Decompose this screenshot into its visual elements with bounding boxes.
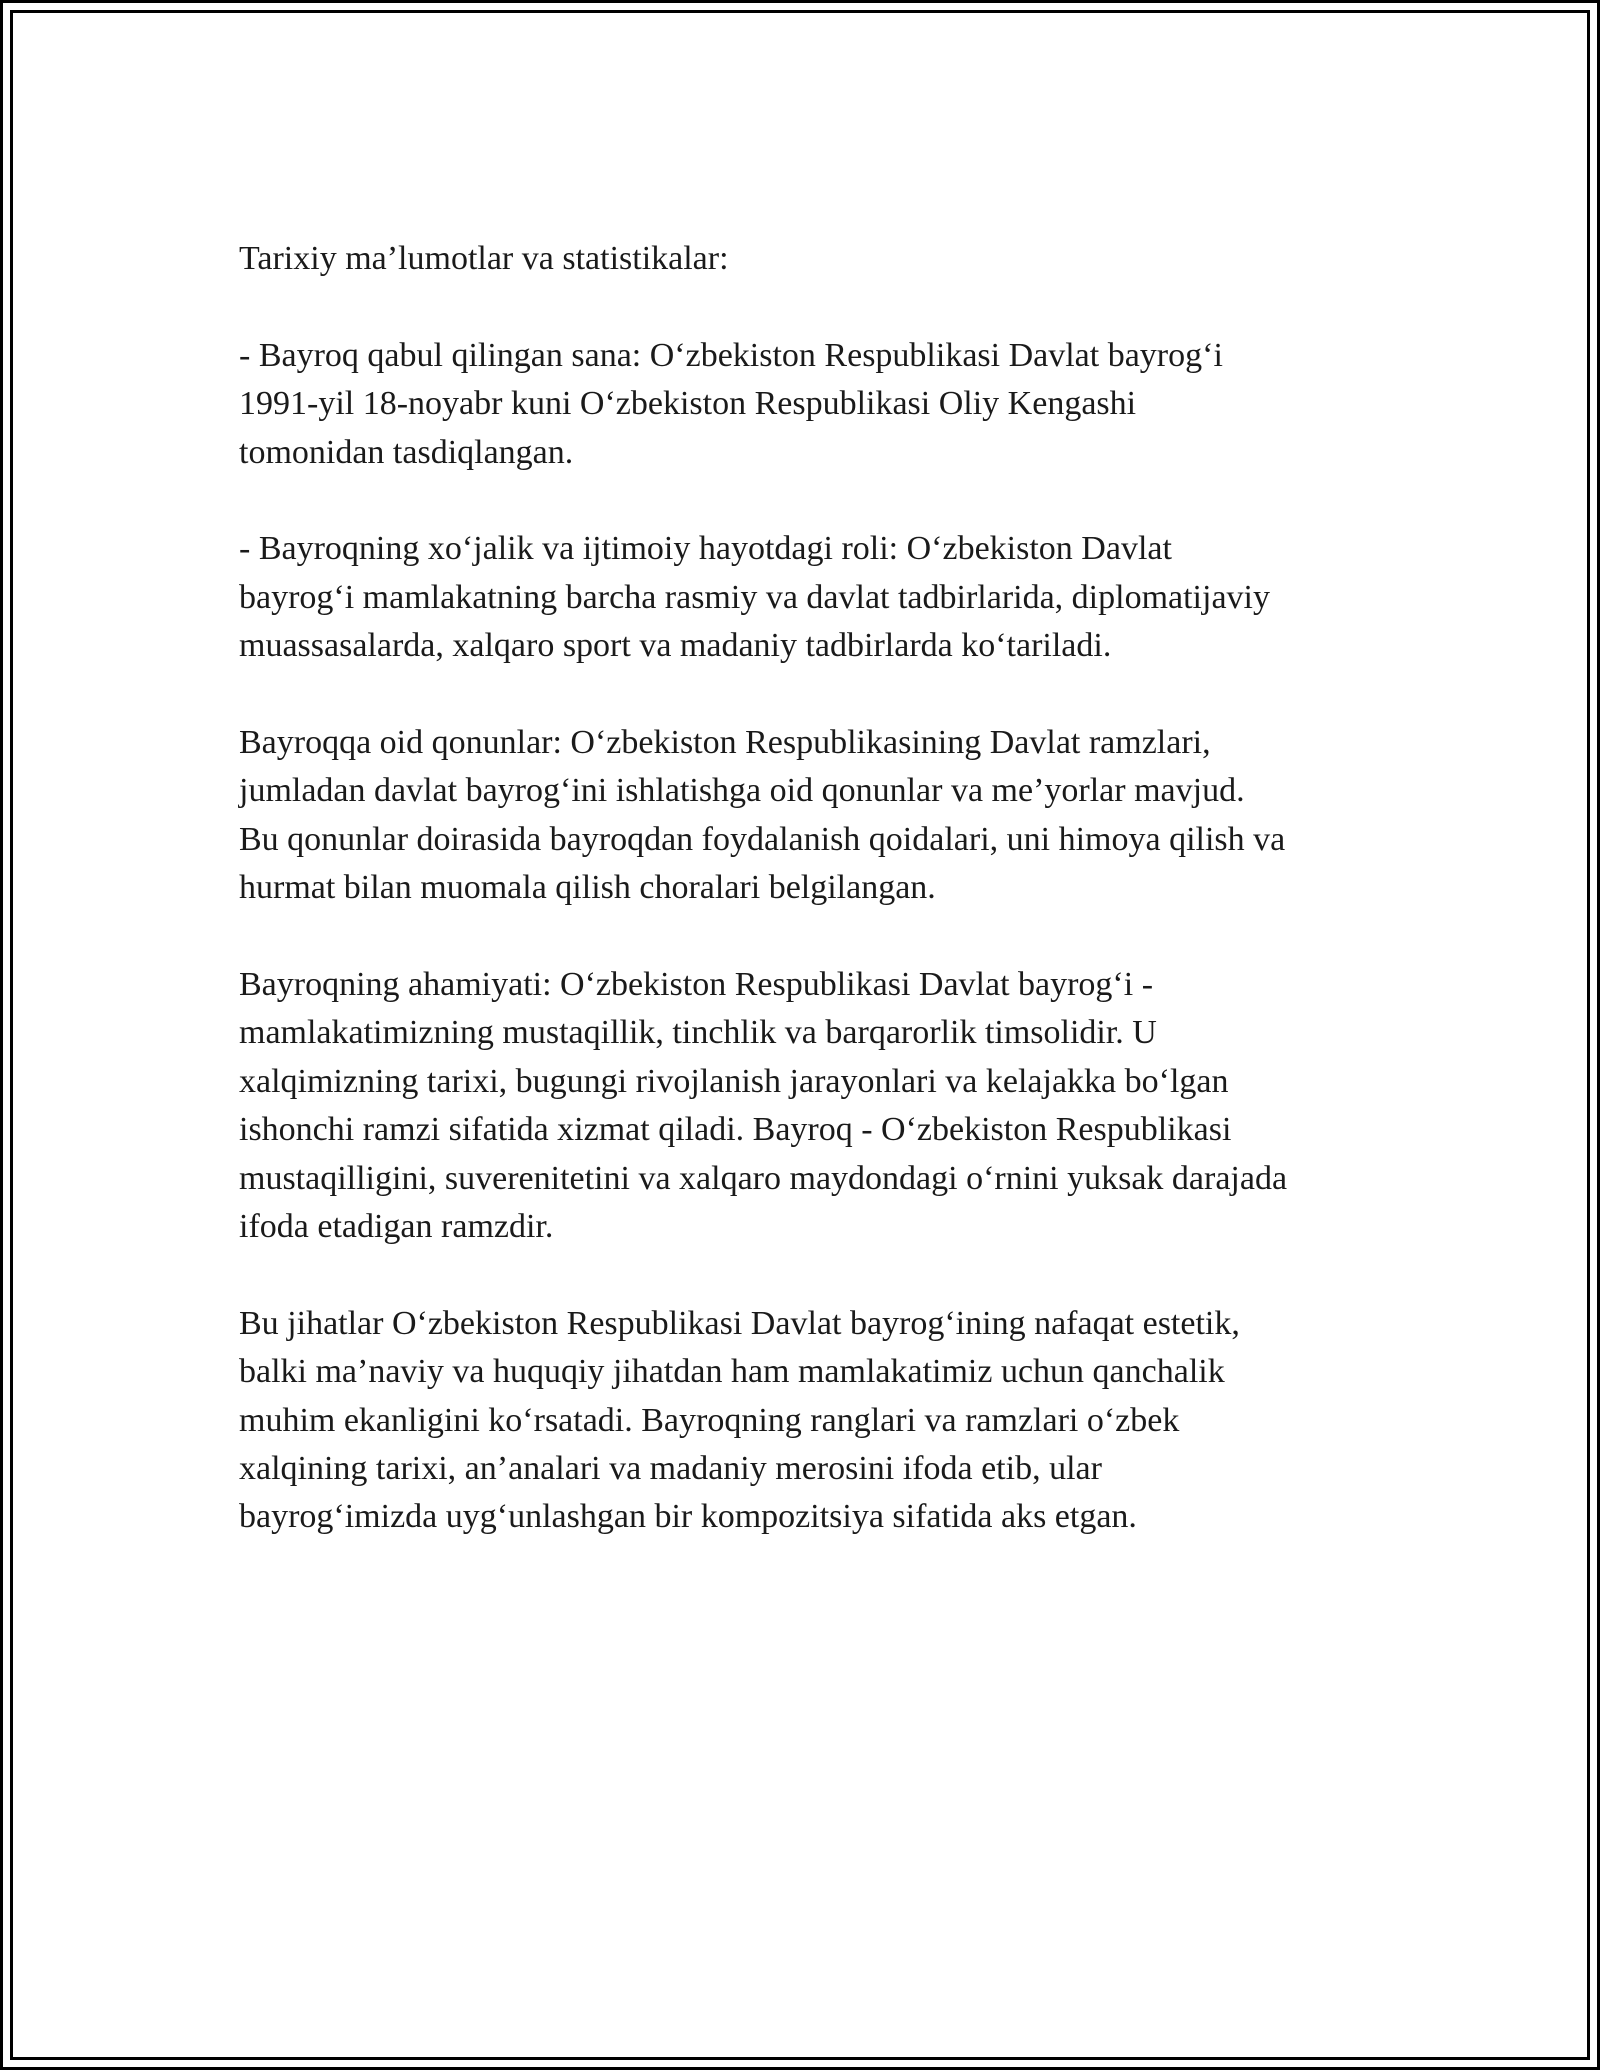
text-line: muhim ekanligini ko‘rsatadi. Bayroqning ranglari va ramzlari o‘zbek xyxy=(239,1401,1180,1439)
text-line: 1991-yil 18-noyabr kuni O‘zbekiston Respublikasi Oliy Kengashi xyxy=(239,385,1137,423)
text-line: Tarixiy ma’lumotlar va statistikalar: xyxy=(239,240,729,277)
text-line: xalqining tarixi, an’analari va madaniy merosini ifoda etib, ular xyxy=(239,1450,1102,1488)
text-line: tomonidan tasdiqlangan. xyxy=(239,433,574,471)
text-line: xalqimizning tarixi, bugungi rivojlanish jarayonlari va kelajakka bo‘lgan xyxy=(239,1062,1229,1100)
text-line: ifoda etadigan ramzdir. xyxy=(239,1208,554,1246)
text-line: - Bayroq qabul qilingan sana: O‘zbekiston Respublikasi Davlat bayrog‘i xyxy=(239,336,1223,374)
text-line: Bayroqning ahamiyati: O‘zbekiston Respublikasi Davlat bayrog‘i - xyxy=(239,966,1154,1004)
text-line: - Bayroqning xo‘jalik va ijtimoiy hayotdagi roli: O‘zbekiston Davlat xyxy=(239,530,1172,568)
text-line: muassasalarda, xalqaro sport va madaniy tadbirlarda ko‘tariladi. xyxy=(239,627,1112,665)
text-line: jumladan davlat bayrog‘ini ishlatishga oid qonunlar va me’yorlar mavjud. xyxy=(239,772,1245,810)
text-line: hurmat bilan muomala qilish choralari belgilangan. xyxy=(239,869,936,907)
paragraph-social-role xyxy=(239,525,1389,670)
paragraph-adoption-date xyxy=(239,332,1389,477)
paragraph-significance xyxy=(239,961,1389,1251)
paragraph-conclusion xyxy=(239,1300,1389,1542)
text-line: bayrog‘i mamlakatning barcha rasmiy va davlat tadbirlarida, diplomatijaviy xyxy=(239,578,1270,616)
text-line: Bu qonunlar doirasida bayroqdan foydalanish qoidalari, uni himoya qilish va xyxy=(239,820,1286,858)
text-line: balki ma’naviy va huquqiy jihatdan ham mamlakatimiz uchun qanchalik xyxy=(239,1353,1225,1391)
text-line: Bu jihatlar O‘zbekiston Respublikasi Davlat bayrog‘ining nafaqat estetik, xyxy=(239,1304,1240,1342)
text-line: bayrog‘imizda uyg‘unlashgan bir kompozitsiya sifatida aks etgan. xyxy=(239,1498,1137,1536)
text-line: mamlakatimizning mustaqillik, tinchlik va barqarorlik timsolidir. U xyxy=(239,1014,1157,1052)
document-body xyxy=(239,235,1389,1590)
paragraph-heading xyxy=(239,235,1389,283)
text-line: Bayroqqa oid qonunlar: O‘zbekiston Respublikasining Davlat ramzlari, xyxy=(239,724,1211,762)
text-line: ishonchi ramzi sifatida xizmat qiladi. Bayroq - O‘zbekiston Respublikasi xyxy=(239,1111,1232,1149)
paragraph-flag-laws xyxy=(239,719,1389,913)
text-line: mustaqilligini, suverenitetini va xalqaro maydondagi o‘rnini yuksak darajada xyxy=(239,1159,1288,1197)
